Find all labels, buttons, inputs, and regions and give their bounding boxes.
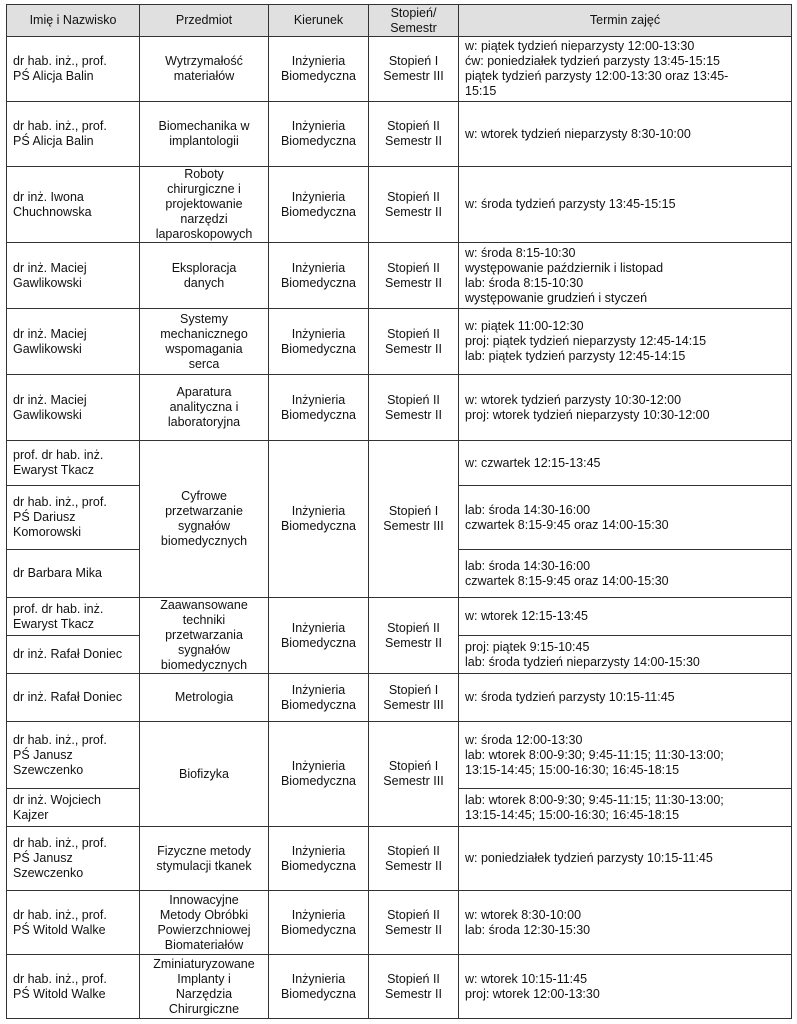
direction-cell-line: Biomedyczna xyxy=(280,275,357,290)
lecturer-cell-line: dr hab. inż., prof. xyxy=(13,495,107,509)
term-cell xyxy=(459,243,792,309)
subject-cell xyxy=(140,891,269,955)
subject-cell-line: Wytrzymałość xyxy=(165,54,243,68)
degree-cell-line: Semestr II xyxy=(385,858,442,873)
subject-cell xyxy=(140,598,269,674)
term-cell-line: w: czwartek 12:15-13:45 xyxy=(465,455,601,470)
table-row xyxy=(7,674,792,722)
degree-cell-line: Stopień II xyxy=(387,260,440,275)
lecturer-cell-line: PŚ Witold Walke xyxy=(13,922,106,937)
table-row xyxy=(7,827,792,891)
direction-cell-line: Inżynieria xyxy=(291,907,346,922)
subject-cell-line: przetwarzanie xyxy=(165,504,243,518)
term-cell-line: proj: wtorek tydzień nieparzysty 10:30-12:00 xyxy=(465,407,710,422)
subject-cell-line: stymulacji tkanek xyxy=(156,858,252,873)
term-cell xyxy=(459,955,792,1019)
header-degree xyxy=(369,5,459,37)
term-cell-line: w: środa tydzień parzysty 13:45-15:15 xyxy=(465,197,676,211)
degree-cell xyxy=(369,375,459,441)
direction-cell-line: Biomedyczna xyxy=(280,922,357,937)
direction-cell xyxy=(269,674,369,722)
degree-cell-line: Stopień II xyxy=(387,189,440,204)
term-cell-line: 13:15-14:45; 15:00-16:30; 16:45-18:15 xyxy=(465,762,680,777)
term-cell-line: w: środa 12:00-13:30 xyxy=(465,732,583,747)
term-cell-line: ćw: poniedziałek tydzień parzysty 13:45-15:15 xyxy=(465,54,721,68)
term-cell-line: w: wtorek 12:15-13:45 xyxy=(465,609,588,623)
lecturer-cell xyxy=(7,37,140,102)
degree-cell-line: Stopień I xyxy=(388,504,439,518)
term-cell-line: lab: wtorek 8:00-9:30; 9:45-11:15; 11:30-13:00; xyxy=(465,792,724,807)
direction-cell-line: Biomedyczna xyxy=(280,858,357,873)
subject-cell-line: implantologii xyxy=(169,134,239,148)
header-degree-line: Semestr xyxy=(390,20,437,35)
lecturer-cell xyxy=(7,722,140,789)
term-cell xyxy=(459,309,792,375)
lecturer-cell-line: dr inż. Rafał Doniec xyxy=(13,647,123,661)
term-cell-line: lab: piątek tydzień parzysty 12:45-14:15 xyxy=(465,349,686,363)
direction-cell-line: Biomedyczna xyxy=(280,341,357,356)
term-cell-line: lab: środa tydzień nieparzysty 14:00-15:30 xyxy=(465,654,700,669)
lecturer-cell-line: Szewczenko xyxy=(13,762,84,777)
table-row xyxy=(7,37,792,102)
degree-cell-line: Stopień I xyxy=(388,54,439,68)
lecturer-cell-line: Ewaryst Tkacz xyxy=(13,463,95,477)
lecturer-cell xyxy=(7,674,140,722)
subject-cell-line: przetwarzania xyxy=(165,628,243,642)
degree-cell-line: Semestr II xyxy=(385,407,442,422)
degree-cell-line: Semestr II xyxy=(385,275,442,290)
lecturer-cell-line: prof. dr hab. inż. xyxy=(13,601,104,616)
subject-cell-line: Biofizyka xyxy=(178,766,230,781)
direction-cell-line: Inżynieria xyxy=(291,54,346,68)
table-row xyxy=(7,891,792,955)
term-cell-line: w: wtorek tydzień parzysty 10:30-12:00 xyxy=(465,392,682,407)
lecturer-cell-line: dr hab. inż., prof. xyxy=(13,907,107,922)
term-cell-line: w: poniedziałek tydzień parzysty 10:15-11:45 xyxy=(465,851,713,865)
lecturer-cell-line: dr Barbara Mika xyxy=(13,566,102,580)
subject-cell xyxy=(140,827,269,891)
subject-cell xyxy=(140,955,269,1019)
degree-cell xyxy=(369,309,459,375)
header-degree-line: Stopień/ xyxy=(390,5,437,20)
lecturer-cell-line: dr hab. inż., prof. xyxy=(13,836,107,850)
subject-cell xyxy=(140,674,269,722)
direction-cell-line: Inżynieria xyxy=(291,759,346,773)
subject-cell xyxy=(140,309,269,375)
header-row xyxy=(7,5,792,37)
degree-cell xyxy=(369,598,459,674)
table-row xyxy=(7,955,792,1019)
lecturer-cell xyxy=(7,550,140,598)
subject-cell-line: laboratoryjna xyxy=(167,415,241,429)
term-cell xyxy=(459,636,792,674)
subject-cell-line: danych xyxy=(183,275,225,290)
lecturer-cell xyxy=(7,167,140,243)
degree-cell-line: Stopień I xyxy=(388,759,439,773)
lecturer-cell-line: prof. dr hab. inż. xyxy=(13,448,104,462)
lecturer-cell-line: PŚ Alicja Balin xyxy=(13,134,94,148)
degree-cell xyxy=(369,441,459,598)
subject-cell xyxy=(140,37,269,102)
header-term: Termin zajęć xyxy=(459,5,792,37)
direction-cell-line: Inżynieria xyxy=(291,326,346,341)
lecturer-cell xyxy=(7,309,140,375)
subject-cell-line: chirurgiczne i xyxy=(167,182,241,196)
degree-cell xyxy=(369,167,459,243)
degree-cell xyxy=(369,722,459,827)
direction-cell xyxy=(269,722,369,827)
subject-cell-line: mechanicznego xyxy=(160,326,248,341)
direction-cell xyxy=(269,955,369,1019)
subject-cell-line: Metody Obróbki xyxy=(159,907,249,922)
term-cell-line: w: piątek tydzień nieparzysty 12:00-13:30 xyxy=(465,39,695,53)
subject-cell-line: analityczna i xyxy=(169,400,239,414)
table-row xyxy=(7,441,792,486)
subject-cell-line: Implanty i xyxy=(177,971,231,986)
subject-cell-line: Biomechanika w xyxy=(158,119,250,133)
subject-cell-line: narzędzi xyxy=(180,212,228,226)
header-subject: Przedmiot xyxy=(140,5,269,37)
direction-cell xyxy=(269,598,369,674)
subject-cell-line: Roboty xyxy=(184,167,224,181)
degree-cell xyxy=(369,37,459,102)
subject-cell-line: materiałów xyxy=(173,69,235,83)
term-cell xyxy=(459,441,792,486)
direction-cell-line: Biomedyczna xyxy=(280,635,357,650)
term-cell-line: występowanie grudzień i styczeń xyxy=(465,290,648,305)
table-row xyxy=(7,375,792,441)
lecturer-cell xyxy=(7,891,140,955)
subject-cell-line: Innowacyjne xyxy=(169,892,239,907)
degree-cell-line: Semestr II xyxy=(385,204,442,219)
degree-cell xyxy=(369,891,459,955)
direction-cell xyxy=(269,167,369,243)
term-cell-line: w: wtorek 10:15-11:45 xyxy=(465,971,588,986)
lecturer-cell-line: Ewaryst Tkacz xyxy=(13,616,95,631)
degree-cell-line: Semestr III xyxy=(383,774,444,788)
term-cell-line: lab: środa 8:15-10:30 xyxy=(465,275,584,290)
degree-cell-line: Stopień I xyxy=(388,682,439,697)
direction-cell-line: Inżynieria xyxy=(291,682,346,697)
direction-cell-line: Inżynieria xyxy=(291,189,346,204)
subject-cell xyxy=(140,375,269,441)
direction-cell-line: Inżynieria xyxy=(291,971,346,986)
lecturer-cell-line: PŚ Janusz xyxy=(13,747,73,762)
lecturer-cell-line: dr inż. Rafał Doniec xyxy=(13,690,123,704)
table-row xyxy=(7,722,792,789)
subject-cell-line: serca xyxy=(188,356,220,371)
degree-cell-line: Stopień II xyxy=(387,119,440,133)
lecturer-cell-line: Szewczenko xyxy=(13,866,84,880)
degree-cell-line: Semestr II xyxy=(385,134,442,148)
direction-cell xyxy=(269,102,369,167)
term-cell-line: w: środa 8:15-10:30 xyxy=(465,245,576,260)
direction-cell xyxy=(269,243,369,309)
lecturer-cell-line: dr inż. Maciej xyxy=(13,326,87,341)
subject-cell-line: projektowanie xyxy=(165,197,243,211)
subject-cell-line: biomedycznych xyxy=(160,534,248,548)
direction-cell-line: Biomedyczna xyxy=(280,407,357,422)
lecturer-cell xyxy=(7,102,140,167)
table-row xyxy=(7,102,792,167)
term-cell-line: lab: środa 14:30-16:00 xyxy=(465,558,591,573)
lecturer-cell xyxy=(7,598,140,636)
degree-cell-line: Semestr II xyxy=(385,986,442,1001)
direction-cell xyxy=(269,441,369,598)
direction-cell-line: Biomedyczna xyxy=(280,774,357,788)
subject-cell-line: sygnałów xyxy=(177,643,231,657)
subject-cell-line: laparoskopowych xyxy=(155,227,253,241)
term-cell-line: lab: środa 14:30-16:00 xyxy=(465,502,591,517)
term-cell xyxy=(459,674,792,722)
header-name: Imię i Nazwisko xyxy=(7,5,140,37)
term-cell xyxy=(459,722,792,789)
term-cell-line: proj: wtorek 12:00-13:30 xyxy=(465,986,600,1001)
term-cell-line: w: wtorek tydzień nieparzysty 8:30-10:00 xyxy=(465,126,691,141)
term-cell xyxy=(459,827,792,891)
subject-cell xyxy=(140,102,269,167)
subject-cell-line: Systemy xyxy=(180,311,228,326)
term-cell-line: czwartek 8:15-9:45 oraz 14:00-15:30 xyxy=(465,573,669,588)
degree-cell-line: Semestr II xyxy=(385,341,442,356)
lecturer-cell-line: dr hab. inż., prof. xyxy=(13,54,107,68)
subject-cell-line: Chirurgiczne xyxy=(168,1001,240,1016)
direction-cell xyxy=(269,37,369,102)
lecturer-cell-line: dr inż. Maciej xyxy=(13,392,87,407)
direction-cell-line: Inżynieria xyxy=(291,260,346,275)
degree-cell xyxy=(369,243,459,309)
lecturer-cell-line: Gawlikowski xyxy=(13,341,82,356)
direction-cell xyxy=(269,891,369,955)
term-cell xyxy=(459,891,792,955)
term-cell-line: czwartek 8:15-9:45 oraz 14:00-15:30 xyxy=(465,517,669,532)
subject-cell-line: Zaawansowane xyxy=(160,598,248,612)
degree-cell-line: Stopień II xyxy=(387,326,440,341)
subject-cell-line: Fizyczne metody xyxy=(157,843,251,858)
term-cell-line: w: środa tydzień parzysty 10:15-11:45 xyxy=(465,690,675,704)
subject-cell-line: Eksploracja xyxy=(171,260,237,275)
degree-cell-line: Semestr III xyxy=(383,519,444,533)
lecturer-cell-line: dr inż. Wojciech xyxy=(13,792,101,807)
header-direction: Kierunek xyxy=(269,5,369,37)
lecturer-cell xyxy=(7,955,140,1019)
lecturer-cell xyxy=(7,375,140,441)
direction-cell xyxy=(269,827,369,891)
term-cell xyxy=(459,789,792,827)
direction-cell-line: Inżynieria xyxy=(291,843,346,858)
term-cell xyxy=(459,102,792,167)
degree-cell-line: Semestr II xyxy=(385,635,442,650)
term-cell xyxy=(459,167,792,243)
degree-cell-line: Stopień II xyxy=(387,620,440,635)
term-cell-line: 13:15-14:45; 15:00-16:30; 16:45-18:15 xyxy=(465,807,680,822)
subject-cell xyxy=(140,722,269,827)
term-cell-line: piątek tydzień parzysty 12:00-13:30 oraz 13:45- xyxy=(465,69,729,83)
degree-cell xyxy=(369,827,459,891)
subject-cell-line: Metrologia xyxy=(174,690,234,704)
lecturer-cell xyxy=(7,789,140,827)
degree-cell xyxy=(369,674,459,722)
subject-cell-line: Narzędzia xyxy=(175,986,233,1001)
term-cell-line: proj: piątek tydzień nieparzysty 12:45-14:15 xyxy=(465,334,707,348)
lecturer-cell xyxy=(7,827,140,891)
lecturer-cell-line: dr hab. inż., prof. xyxy=(13,732,107,747)
direction-cell xyxy=(269,309,369,375)
term-cell-line: 15:15 xyxy=(465,84,497,98)
table-row xyxy=(7,598,792,636)
direction-cell-line: Inżynieria xyxy=(291,504,346,518)
lecturer-cell-line: dr inż. Maciej xyxy=(13,260,87,275)
lecturer-cell-line: Chuchnowska xyxy=(13,204,92,219)
degree-cell-line: Stopień II xyxy=(387,907,440,922)
degree-cell-line: Stopień II xyxy=(387,392,440,407)
lecturer-cell xyxy=(7,486,140,550)
direction-cell-line: Inżynieria xyxy=(291,620,346,635)
subject-cell-line: Cyfrowe xyxy=(181,489,227,503)
subject-cell-line: sygnałów xyxy=(177,519,231,533)
schedule-table xyxy=(6,4,792,1019)
direction-cell-line: Biomedyczna xyxy=(280,134,357,148)
direction-cell-line: Inżynieria xyxy=(291,392,346,407)
term-cell xyxy=(459,486,792,550)
lecturer-cell-line: Kajzer xyxy=(13,807,49,822)
table-row xyxy=(7,167,792,243)
subject-cell xyxy=(140,167,269,243)
lecturer-cell-line: dr hab. inż., prof. xyxy=(13,119,107,133)
subject-cell-line: Powierzchniowej xyxy=(157,922,251,937)
term-cell xyxy=(459,375,792,441)
lecturer-cell-line: Gawlikowski xyxy=(13,407,82,422)
direction-cell-line: Biomedyczna xyxy=(280,204,357,219)
subject-cell-line: biomedycznych xyxy=(160,658,248,672)
lecturer-cell-line: dr inż. Iwona xyxy=(13,189,84,204)
subject-cell-line: Zminiaturyzowane xyxy=(153,956,255,971)
degree-cell-line: Semestr III xyxy=(383,69,444,83)
term-cell-line: w: wtorek 8:30-10:00 xyxy=(465,907,582,922)
table-row xyxy=(7,309,792,375)
lecturer-cell-line: PŚ Janusz xyxy=(13,851,73,865)
degree-cell xyxy=(369,955,459,1019)
direction-cell-line: Inżynieria xyxy=(291,119,346,133)
lecturer-cell-line: PŚ Witold Walke xyxy=(13,986,106,1001)
degree-cell-line: Semestr III xyxy=(383,697,444,712)
term-cell xyxy=(459,37,792,102)
lecturer-cell-line: PŚ Alicja Balin xyxy=(13,69,94,83)
degree-cell-line: Stopień II xyxy=(387,843,440,858)
schedule-body xyxy=(7,37,792,1019)
lecturer-cell-line: dr hab. inż., prof. xyxy=(13,971,107,986)
lecturer-cell-line: Komorowski xyxy=(13,525,82,539)
term-cell-line: w: piątek 11:00-12:30 xyxy=(465,319,584,333)
term-cell xyxy=(459,598,792,636)
subject-cell xyxy=(140,243,269,309)
subject-cell xyxy=(140,441,269,598)
lecturer-cell-line: PŚ Dariusz xyxy=(13,510,76,524)
subject-cell-line: techniki xyxy=(182,613,226,627)
direction-cell xyxy=(269,375,369,441)
degree-cell-line: Semestr II xyxy=(385,922,442,937)
term-cell-line: lab: środa 12:30-15:30 xyxy=(465,922,591,937)
term-cell-line: lab: wtorek 8:00-9:30; 9:45-11:15; 11:30-13:00; xyxy=(465,747,724,762)
term-cell-line: proj: piątek 9:15-10:45 xyxy=(465,639,590,654)
degree-cell-line: Stopień II xyxy=(387,971,440,986)
direction-cell-line: Biomedyczna xyxy=(280,519,357,533)
term-cell xyxy=(459,550,792,598)
lecturer-cell-line: Gawlikowski xyxy=(13,275,82,290)
subject-cell-line: Biomateriałów xyxy=(164,937,244,952)
lecturer-cell xyxy=(7,441,140,486)
table-row xyxy=(7,243,792,309)
degree-cell xyxy=(369,102,459,167)
direction-cell-line: Biomedyczna xyxy=(280,697,357,712)
direction-cell-line: Biomedyczna xyxy=(280,69,357,83)
subject-cell-line: wspomagania xyxy=(165,341,243,356)
term-cell-line: występowanie październik i listopad xyxy=(465,260,664,275)
subject-cell-line: Aparatura xyxy=(176,385,232,399)
direction-cell-line: Biomedyczna xyxy=(280,986,357,1001)
lecturer-cell xyxy=(7,243,140,309)
lecturer-cell xyxy=(7,636,140,674)
